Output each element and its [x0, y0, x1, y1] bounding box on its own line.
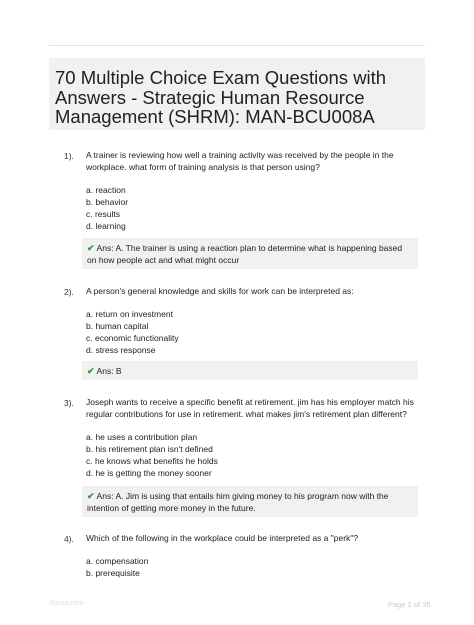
- answer-text: Ans: A. Jim is using that entails him giving money to his program now with the intention of getting more money in the future.: [87, 491, 389, 513]
- answer-box: [82, 361, 418, 380]
- document-title: 70 Multiple Choice Exam Questions with Answers - Strategic Human Resource Management (SHRM): MAN-BCU008A: [55, 67, 387, 127]
- answer-option: d. stress response: [86, 345, 156, 355]
- answer-option: d. he is getting the money sooner: [86, 468, 212, 478]
- check-icon: ✔: [87, 243, 95, 253]
- question-number: 2).: [64, 287, 74, 297]
- answer-option: b. prerequisite: [86, 568, 140, 578]
- question-number: 4).: [64, 534, 74, 544]
- answer-option: d. learning: [86, 221, 126, 231]
- answer-option: a. reaction: [86, 185, 126, 195]
- answer-text: Ans: A. The trainer is using a reaction plan to determine what is happening based on how people act and what might occur: [87, 243, 403, 265]
- question-number: 3).: [64, 398, 74, 408]
- answer-option: c. results: [86, 209, 121, 219]
- title-banner: [49, 58, 425, 130]
- answer-text: Ans: B: [96, 366, 122, 376]
- answer-box: [82, 486, 418, 517]
- answer-option: b. behavior: [86, 197, 129, 207]
- answer-option: b. human capital: [86, 321, 149, 331]
- answer-option: a. he uses a contribution plan: [86, 432, 198, 442]
- question-text: Which of the following in the workplace could be interpreted as a "perk"?: [86, 533, 359, 543]
- header-divider: [49, 45, 425, 46]
- answer-box: [82, 238, 418, 269]
- answer-option: c. economic functionality: [86, 333, 179, 343]
- question-text: Joseph wants to receive a specific benefit at retirement. jim has his employer match his regular contributions for use in retirement. what makes jim's retirement plan different?: [86, 397, 414, 419]
- question-text: A person's general knowledge and skills for work can be interpreted as:: [86, 286, 354, 296]
- question-number: 1).: [64, 151, 74, 161]
- check-icon: ✔: [87, 491, 95, 501]
- answer-option: b. his retirement plan isn't defined: [86, 444, 213, 454]
- answer-option: a. compensation: [86, 556, 149, 566]
- answer-option: c. he knows what benefits he holds: [86, 456, 218, 466]
- answer-option: a. return on investment: [86, 309, 173, 319]
- page-number: Page 1 of 35: [388, 600, 431, 609]
- check-icon: ✔: [87, 366, 95, 376]
- footer-watermark: Stuvia.com: [49, 600, 84, 607]
- question-text: A trainer is reviewing how well a training activity was received by the people in the workplace. what form of training analysis is that person using?: [86, 150, 394, 172]
